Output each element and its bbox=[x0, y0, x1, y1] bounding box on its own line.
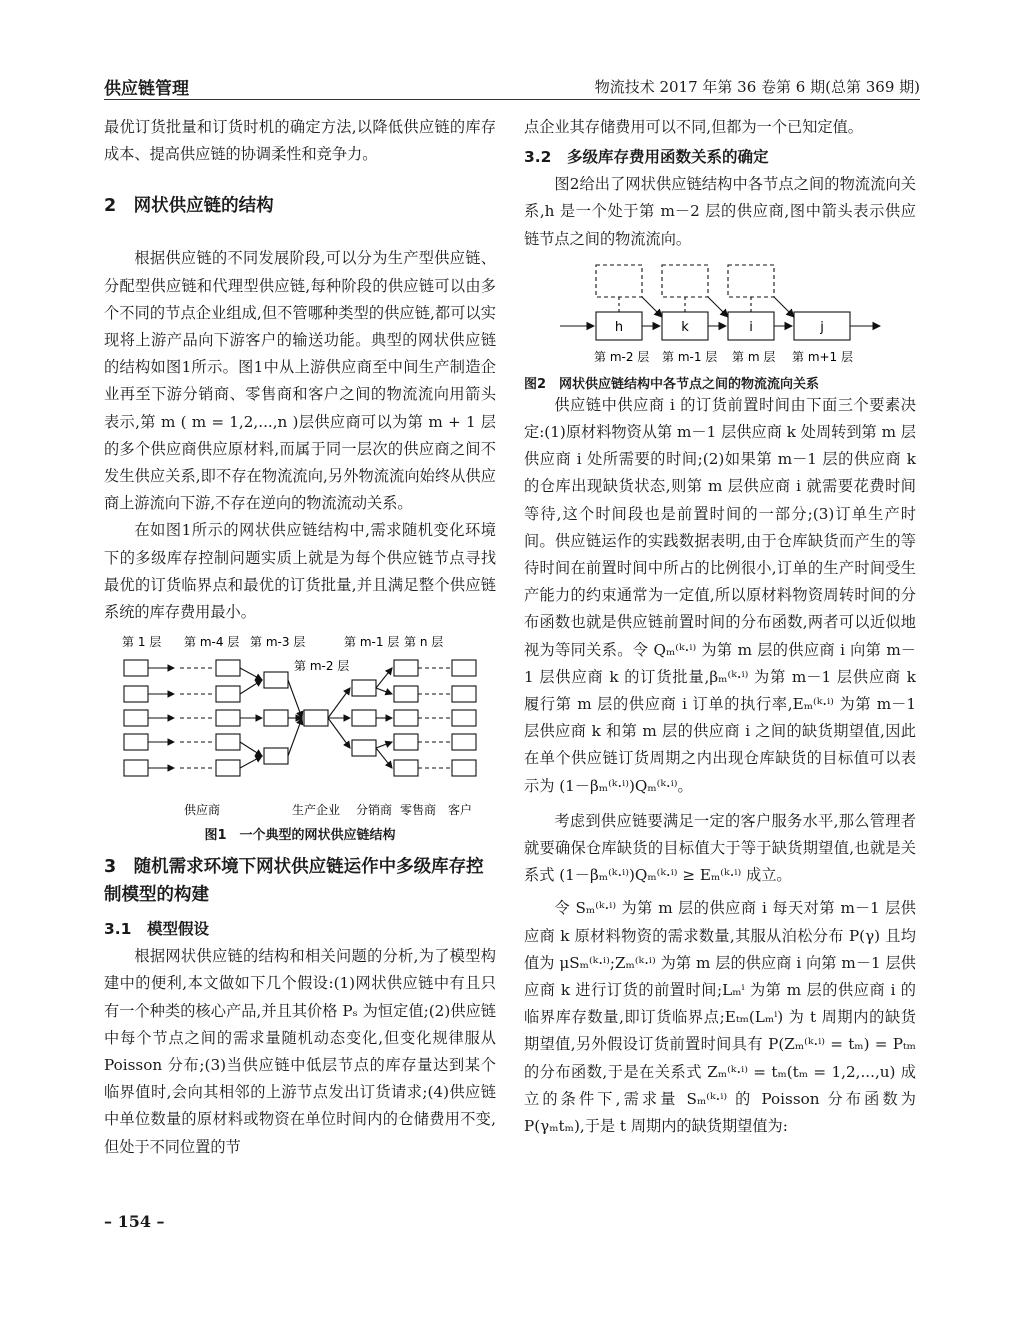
running-header-journal: 物流技术 2017 年第 36 卷第 6 期(总第 369 期) bbox=[594, 78, 920, 96]
fig1-customer-box-2 bbox=[452, 686, 476, 702]
subsection-3-2-title: 3.2 多级库存费用函数关系的确定 bbox=[524, 148, 769, 167]
fig1-label-m2: 第 m-2 层 bbox=[294, 659, 350, 674]
fig1-supplier-box-3 bbox=[124, 710, 148, 726]
fig1-label-layer1: 第 1 层 bbox=[122, 635, 162, 650]
fig2-node-j: j bbox=[820, 319, 824, 335]
fig1-label-retailer: 零售商 bbox=[400, 803, 437, 818]
fig1-distributor-box-1 bbox=[352, 680, 376, 696]
fig1-mid-box-3 bbox=[264, 748, 288, 764]
header-rule bbox=[104, 99, 920, 100]
fig1-supplier-box-1 bbox=[124, 660, 148, 676]
fig1-label-producer: 生产企业 bbox=[292, 803, 341, 818]
running-header-section: 供应链管理 bbox=[104, 79, 189, 99]
fig1-supplier-box-2 bbox=[124, 686, 148, 702]
fig1-arrow bbox=[376, 748, 392, 768]
fig1-supplier-box-5 bbox=[124, 760, 148, 776]
fig1-arrow bbox=[240, 742, 262, 756]
fig2-label-m1: 第 m-1 层 bbox=[662, 349, 718, 364]
fig2-dashed-box-1 bbox=[596, 265, 642, 297]
fig1-retailer-box-4 bbox=[394, 734, 418, 750]
paragraph-lead-time: 供应链中供应商 i 的订货前置时间由下面三个要素决定:(1)原材料物资从第 m－1 层供应商 k 处周转到第 m 层供应商 i 处所需要的时间;(2)如果第 m－1 层的供应商 k 的仓库出现缺货状态,则第 m 层供应商 i 就需要花费时间等待,这个时间段也是前置时间的一部分;(3)订单生产时间。供应链运作的实践数据表明,由于仓库缺货而产生的等待时间在前置时间中所占的比例很小,订单的生产时间受生产能力的约束通常为一定值,所以原材料物资周转时间的分布函数也就是供应链前置时间的分布函数,两者可以近似地视为等同关系。令 Qₘ⁽ᵏ·ⁱ⁾ 为第 m 层的供应商 i 向第 m－1 层供应商 k 的订货批量,βₘ⁽ᵏ·ⁱ⁾ 为第 m－1 层供应商 k 履行第 m 层的供应商 i 订单的执行率,Eₘ⁽ᵏ·ⁱ⁾ 为第 m－1 层供应商 k 和第 m 层的供应商 i 之间的缺货期望值,因此在单个供应链订货周期之内出现仓库缺货的目标值可以表示为 (1－βₘ⁽ᵏ·ⁱ⁾)Qₘ⁽ᵏ·ⁱ⁾。 bbox=[524, 395, 916, 795]
paragraph-intro-end: 最优订货批量和订货时机的确定方法,以降低供应链的库存成本、提高供应链的协调柔性和竞争力。 bbox=[104, 118, 496, 164]
paragraph-structure: 根据供应链的不同发展阶段,可以分为生产型供应链、分配型供应链和代理型供应链,每种阶段的供应链可以由多个不同的节点企业组成,但不管哪种类型的供应链,都可以实现将上游产品向下游客户的输送功能。典型的网状供应链的结构如图1所示。图1中从上游供应商至中间生产制造企业再至下游分销商、零售商和客户之间的物流流向用箭头表示,第 m ( m = 1,2,...,n )层供应商可以为第 m + 1 层的多个供应商供应原材料,而属于同一层次的供应商之间不发生供应关系,即不存在物流流向,另外物流流向始终从供应商上游流向下游,不存在逆向的物流流动关系。 bbox=[104, 249, 496, 513]
page-number: – 154 – bbox=[104, 1212, 165, 1231]
fig1-label-distributor: 分销商 bbox=[356, 803, 393, 818]
figure-2-flow-diagram bbox=[524, 257, 916, 369]
figure-2-caption: 图2 网状供应链结构中各节点之间的物流流向关系 bbox=[524, 376, 820, 392]
fig1-producer-box bbox=[304, 710, 328, 726]
section-3-title: 3 随机需求环境下网状供应链运作中多级库存控制模型的构建 bbox=[104, 857, 484, 906]
fig1-mid-box-2 bbox=[264, 710, 288, 726]
fig1-label-m3: 第 m-3 层 bbox=[250, 635, 306, 650]
figure-1-network-diagram bbox=[104, 632, 496, 820]
right-column bbox=[524, 114, 916, 1140]
fig1-label-m1: 第 m-1 层 bbox=[344, 635, 400, 650]
fig1-arrow bbox=[240, 668, 262, 680]
fig1-tier-box-5 bbox=[216, 760, 240, 776]
fig1-tier-box-3 bbox=[216, 710, 240, 726]
fig1-arrow bbox=[328, 688, 350, 718]
fig1-tier-box-4 bbox=[216, 734, 240, 750]
fig1-customer-box-1 bbox=[452, 660, 476, 676]
fig1-retailer-box-5 bbox=[394, 760, 418, 776]
fig1-arrow bbox=[240, 680, 262, 694]
fig1-customer-box-5 bbox=[452, 760, 476, 776]
paragraph-service-level: 考虑到供应链要满足一定的客户服务水平,那么管理者就要确保仓库缺货的目标值大于等于缺货期望值,也就是关系式 (1－βₘ⁽ᵏ·ⁱ⁾)Qₘ⁽ᵏ·ⁱ⁾ ≥ Eₘ⁽ᵏ·ⁱ⁾ 成立。 bbox=[524, 811, 916, 885]
fig2-label-m-plus-1: 第 m+1 层 bbox=[792, 349, 854, 364]
fig2-node-h: h bbox=[614, 319, 624, 335]
fig1-tier-box-2 bbox=[216, 686, 240, 702]
fig1-arrow bbox=[288, 680, 302, 718]
fig1-distributor-box-3 bbox=[352, 740, 376, 756]
fig1-arrow bbox=[376, 742, 392, 748]
fig1-label-m4: 第 m-4 层 bbox=[184, 635, 240, 650]
paragraph-storage-cost: 点企业其存储费用可以不同,但都为一个已知定值。 bbox=[524, 118, 863, 136]
fig1-customer-box-4 bbox=[452, 734, 476, 750]
fig1-label-n: 第 n 层 bbox=[404, 635, 444, 650]
fig1-retailer-box-3 bbox=[394, 710, 418, 726]
fig2-label-m: 第 m 层 bbox=[732, 349, 776, 364]
fig1-arrow bbox=[376, 688, 392, 694]
fig1-retailer-box-1 bbox=[394, 660, 418, 676]
fig1-distributor-box-2 bbox=[352, 710, 376, 726]
paragraph-inventory-problem: 在如图1所示的网状供应链结构中,需求随机变化环境下的多级库存控制问题实质上就是为每个供应链节点寻找最优的订货临界点和最优的订货批量,并且满足整个供应链系统的库存费用最小。 bbox=[104, 521, 496, 622]
left-column bbox=[104, 114, 496, 1161]
paragraph-fig2-intro: 图2给出了网状供应链结构中各节点之间的物流流向关系,h 是一个处于第 m－2 层的供应商,图中箭头表示供应链节点之间的物流流向。 bbox=[524, 175, 916, 248]
subsection-3-1-title: 3.1 模型假设 bbox=[104, 920, 209, 939]
fig1-arrow bbox=[328, 718, 350, 748]
fig1-supplier-box-4 bbox=[124, 734, 148, 750]
fig1-arrow bbox=[240, 756, 262, 768]
fig1-retailer-box-2 bbox=[394, 686, 418, 702]
fig1-arrow bbox=[376, 668, 392, 688]
fig1-tier-box-1 bbox=[216, 660, 240, 676]
fig2-label-m2: 第 m-2 层 bbox=[594, 349, 650, 364]
section-2-title: 2 网状供应链的结构 bbox=[104, 196, 274, 217]
fig1-label-customer: 客户 bbox=[448, 803, 473, 818]
figure-1-caption: 图1 一个典型的网状供应链结构 bbox=[204, 828, 396, 844]
fig1-mid-box-1 bbox=[264, 672, 288, 688]
paragraph-assumptions: 根据网状供应链的结构和相关问题的分析,为了模型构建中的便利,本文做如下几个假设:(1)网状供应链中有且只有一个种类的核心产品,并且其价格 Pₛ 为恒定值;(2)供应链中每个节点之间的需求量随机动态变化,但变化规律服从 Poisson 分布;(3)当供应链中低层节点的库存量达到某个临界值时,会向其相邻的上游节点发出订货请求;(4)供应链中单位数量的原材料或物资在单位时间内的仓储费用不变,但处于不同位置的节 bbox=[104, 947, 496, 1156]
fig2-node-k: k bbox=[681, 319, 689, 335]
fig1-arrow bbox=[288, 718, 302, 756]
fig2-dashed-box-2 bbox=[662, 265, 708, 297]
fig1-customer-box-3 bbox=[452, 710, 476, 726]
fig1-label-supplier: 供应商 bbox=[184, 803, 221, 818]
paragraph-poisson-demand: 令 Sₘ⁽ᵏ·ⁱ⁾ 为第 m 层的供应商 i 每天对第 m－1 层供应商 k 原材料物资的需求数量,其服从泊松分布 P(γ) 且均值为 μSₘ⁽ᵏ·ⁱ⁾;Zₘ⁽ᵏ·ⁱ⁾ 为第 m 层的供应商 i 向第 m－1 层供应商 k 进行订货的前置时间;Lₘⁱ 为第 m 层的供应商 i 的临界库存数量,即订货临界点;Eₜₘ(Lₘⁱ) 为 t 周期内的缺货期望值,另外假设订货前置时间具有 P(Zₘ⁽ᵏ·ⁱ⁾ = tₘ) = Pₜₘ 的分布函数,于是在关系式 Zₘ⁽ᵏ·ⁱ⁾ = tₘ(tₘ = 1,2,...,u) 成立的条件下,需求量 Sₘ⁽ᵏ·ⁱ⁾ 的 Poisson 分布函数为 P(γₘtₘ),于是 t 周期内的缺货期望值为: bbox=[524, 899, 916, 1136]
fig2-node-i: i bbox=[749, 319, 753, 335]
fig2-dashed-box-3 bbox=[728, 265, 774, 297]
